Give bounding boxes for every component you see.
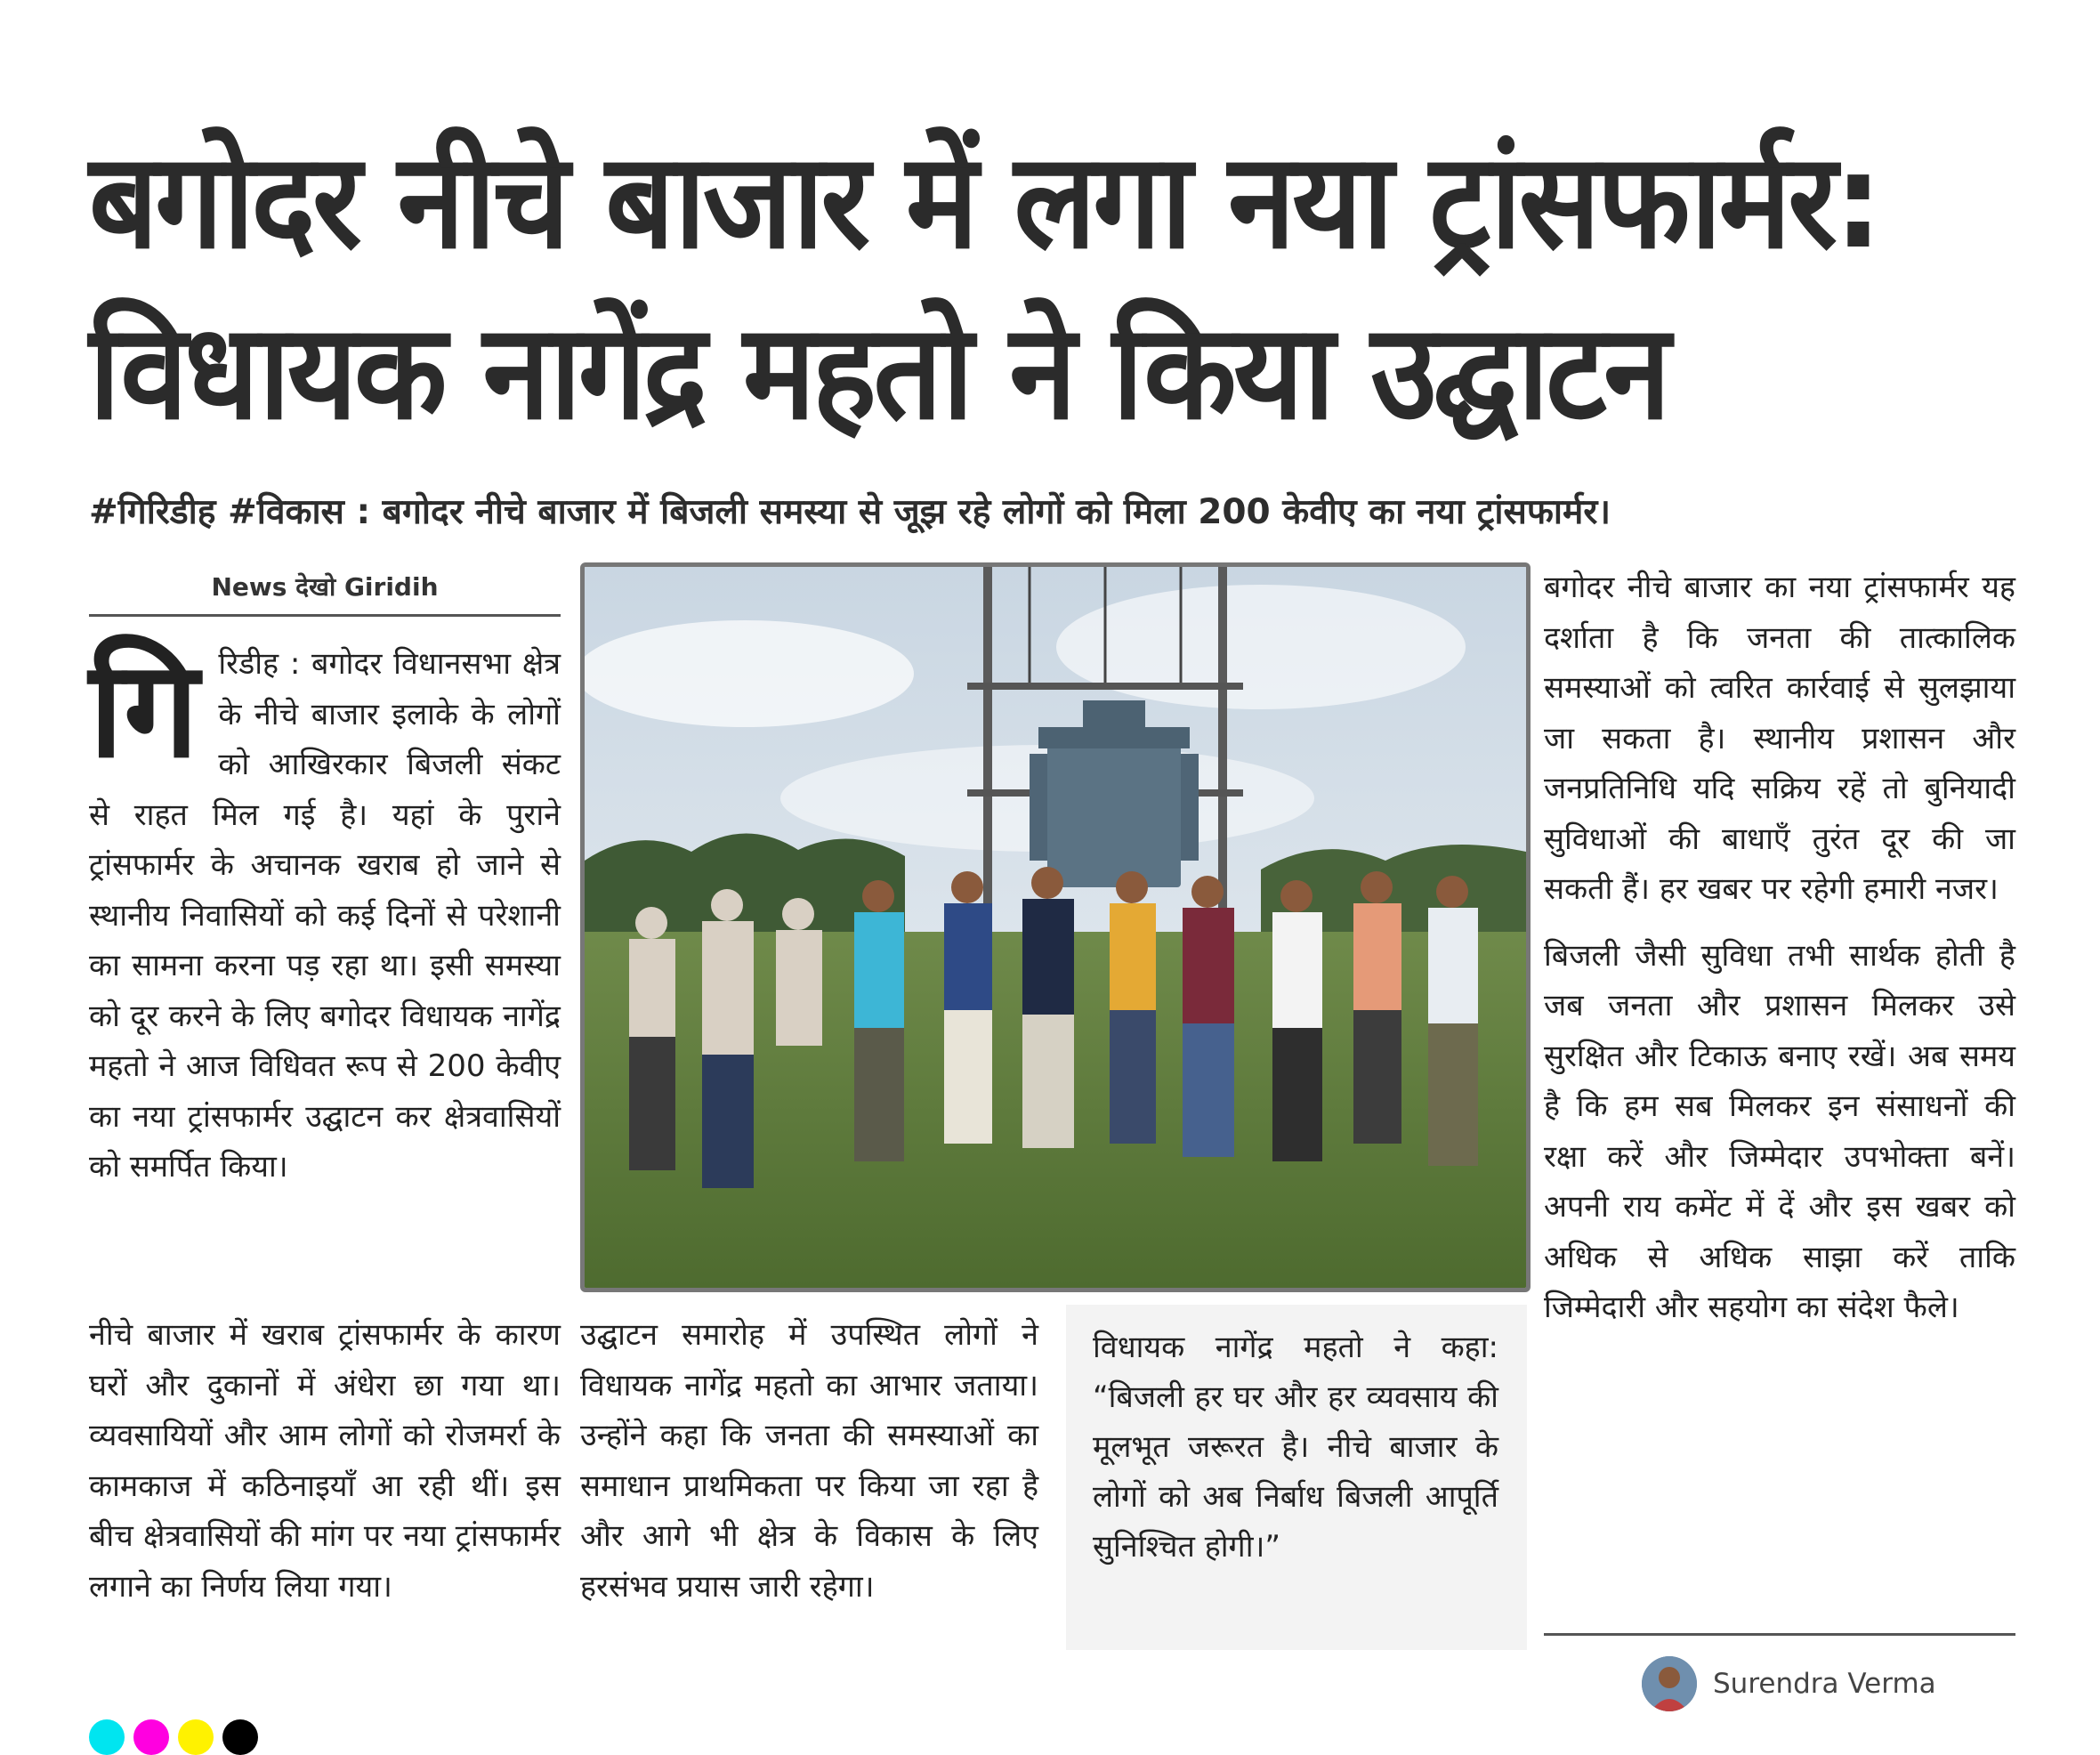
article-column-1-top — [89, 633, 561, 1193]
pull-quote-box — [1066, 1305, 1527, 1650]
paragraph-analysis: बगोदर नीचे बाजार का नया ट्रांसफार्मर यह दर्शाता है कि जनता की तात्कालिक समस्याओं को त्वरित कार्रवाई से सुलझाया जा सकता है। स्थानीय प्रशासन और जनप्रतिनिधि यदि सक्रिय रहें तो बुनियादी सुविधाओं की बाधाएँ तुरंत दूर की जा सकती हैं। हर खबर पर रहेगी हमारी नजर। — [1544, 570, 2015, 907]
author-photo-icon — [1642, 1656, 1697, 1711]
pull-quote-text: विधायक नागेंद्र महतो ने कहा: “बिजली हर घर और हर व्यवसाय की मूलभूत जरूरत है। नीचे बाजार के लोगों को अब निर्बाध बिजली आपूर्ति सुनिश्चित होगी।” — [1093, 1330, 1498, 1565]
article-photo — [580, 562, 1531, 1292]
yellow-registration-dot — [178, 1719, 214, 1755]
byline: News देखो Giridih — [211, 572, 439, 602]
byline-divider — [89, 614, 561, 617]
article-column-3 — [1544, 562, 2015, 1333]
avatar — [1642, 1656, 1697, 1711]
paragraph-intro: रिडीह : बगोदर विधानसभा क्षेत्र के नीचे बाजार इलाके के लोगों को आखिरकार बिजली संकट से राहत मिल गई है। यहां के पुराने ट्रांसफार्मर के अचानक खराब हो जाने से स्थानीय निवासियों को कई दिनों से परेशानी का सामना करना पड़ रहा था। इसी समस्या को दूर करने के लिए बगोदर विधायक नागेंद्र महतो ने आज विधिवत रूप से 200 केवीए का नया ट्रांसफार्मर उद्घाटन कर क्षेत्रवासियों को समर्पित किया। — [89, 646, 561, 1185]
headline-line-1: बगोदर नीचे बाजार में लगा नया ट्रांसफार्मर: — [89, 125, 1879, 278]
author-divider — [1544, 1633, 2015, 1636]
ceremony-photo-illustration — [585, 567, 1526, 1288]
article-column-2 — [580, 1310, 1038, 1612]
magenta-registration-dot — [133, 1719, 169, 1755]
paragraph-problem: नीचे बाजार में खराब ट्रांसफार्मर के कारण घरों और दुकानों में अंधेरा छा गया था। व्यवसायियों और आम लोगों को रोजमर्रा के कामकाज में कठिनाइयाँ आ रही थीं। इस बीच क्षेत्रवासियों की मांग पर नया ट्रांसफार्मर लगाने का निर्णय लिया गया। — [89, 1317, 561, 1605]
article-subheadline: #गिरिडीह #विकास : बगोदर नीचे बाजार में बिजली समस्या से जूझ रहे लोगों को मिला 200 केवीए का नया ट्रांसफार्मर। — [89, 492, 1611, 532]
author-name: Surendra Verma — [1713, 1668, 1936, 1700]
paragraph-closing: बिजली जैसी सुविधा तभी सार्थक होती है जब जनता और प्रशासन मिलकर उसे सुरक्षित और टिकाऊ बनाए रखें। अब समय है कि हम सब मिलकर इन संसाधनों की रक्षा करें और जिम्मेदार उपभोक्ता बनें। अपनी राय कमेंट में दें और इस खबर को अधिक से अधिक साझा करें ताकि जिम्मेदारी और सहयोग का संदेश फैले। — [1544, 937, 2015, 1325]
article-headline — [89, 116, 1890, 457]
dropcap: गि — [89, 633, 199, 788]
article-column-1-bottom — [89, 1310, 561, 1612]
print-registration-marks — [89, 1719, 267, 1755]
headline-line-2: विधायक नागेंद्र महतो ने किया उद्घाटन — [89, 295, 1668, 449]
paragraph-ceremony: उद्घाटन समारोह में उपस्थित लोगों ने विधायक नागेंद्र महतो का आभार जताया। उन्होंने कहा कि जनता की समस्याओं का समाधान प्राथमिकता पर किया जा रहा है और आगे भी क्षेत्र के विकास के लिए हरसंभव प्रयास जारी रहेगा। — [580, 1317, 1038, 1605]
black-registration-dot — [222, 1719, 258, 1755]
cyan-registration-dot — [89, 1719, 125, 1755]
author-credit — [1642, 1655, 1936, 1712]
